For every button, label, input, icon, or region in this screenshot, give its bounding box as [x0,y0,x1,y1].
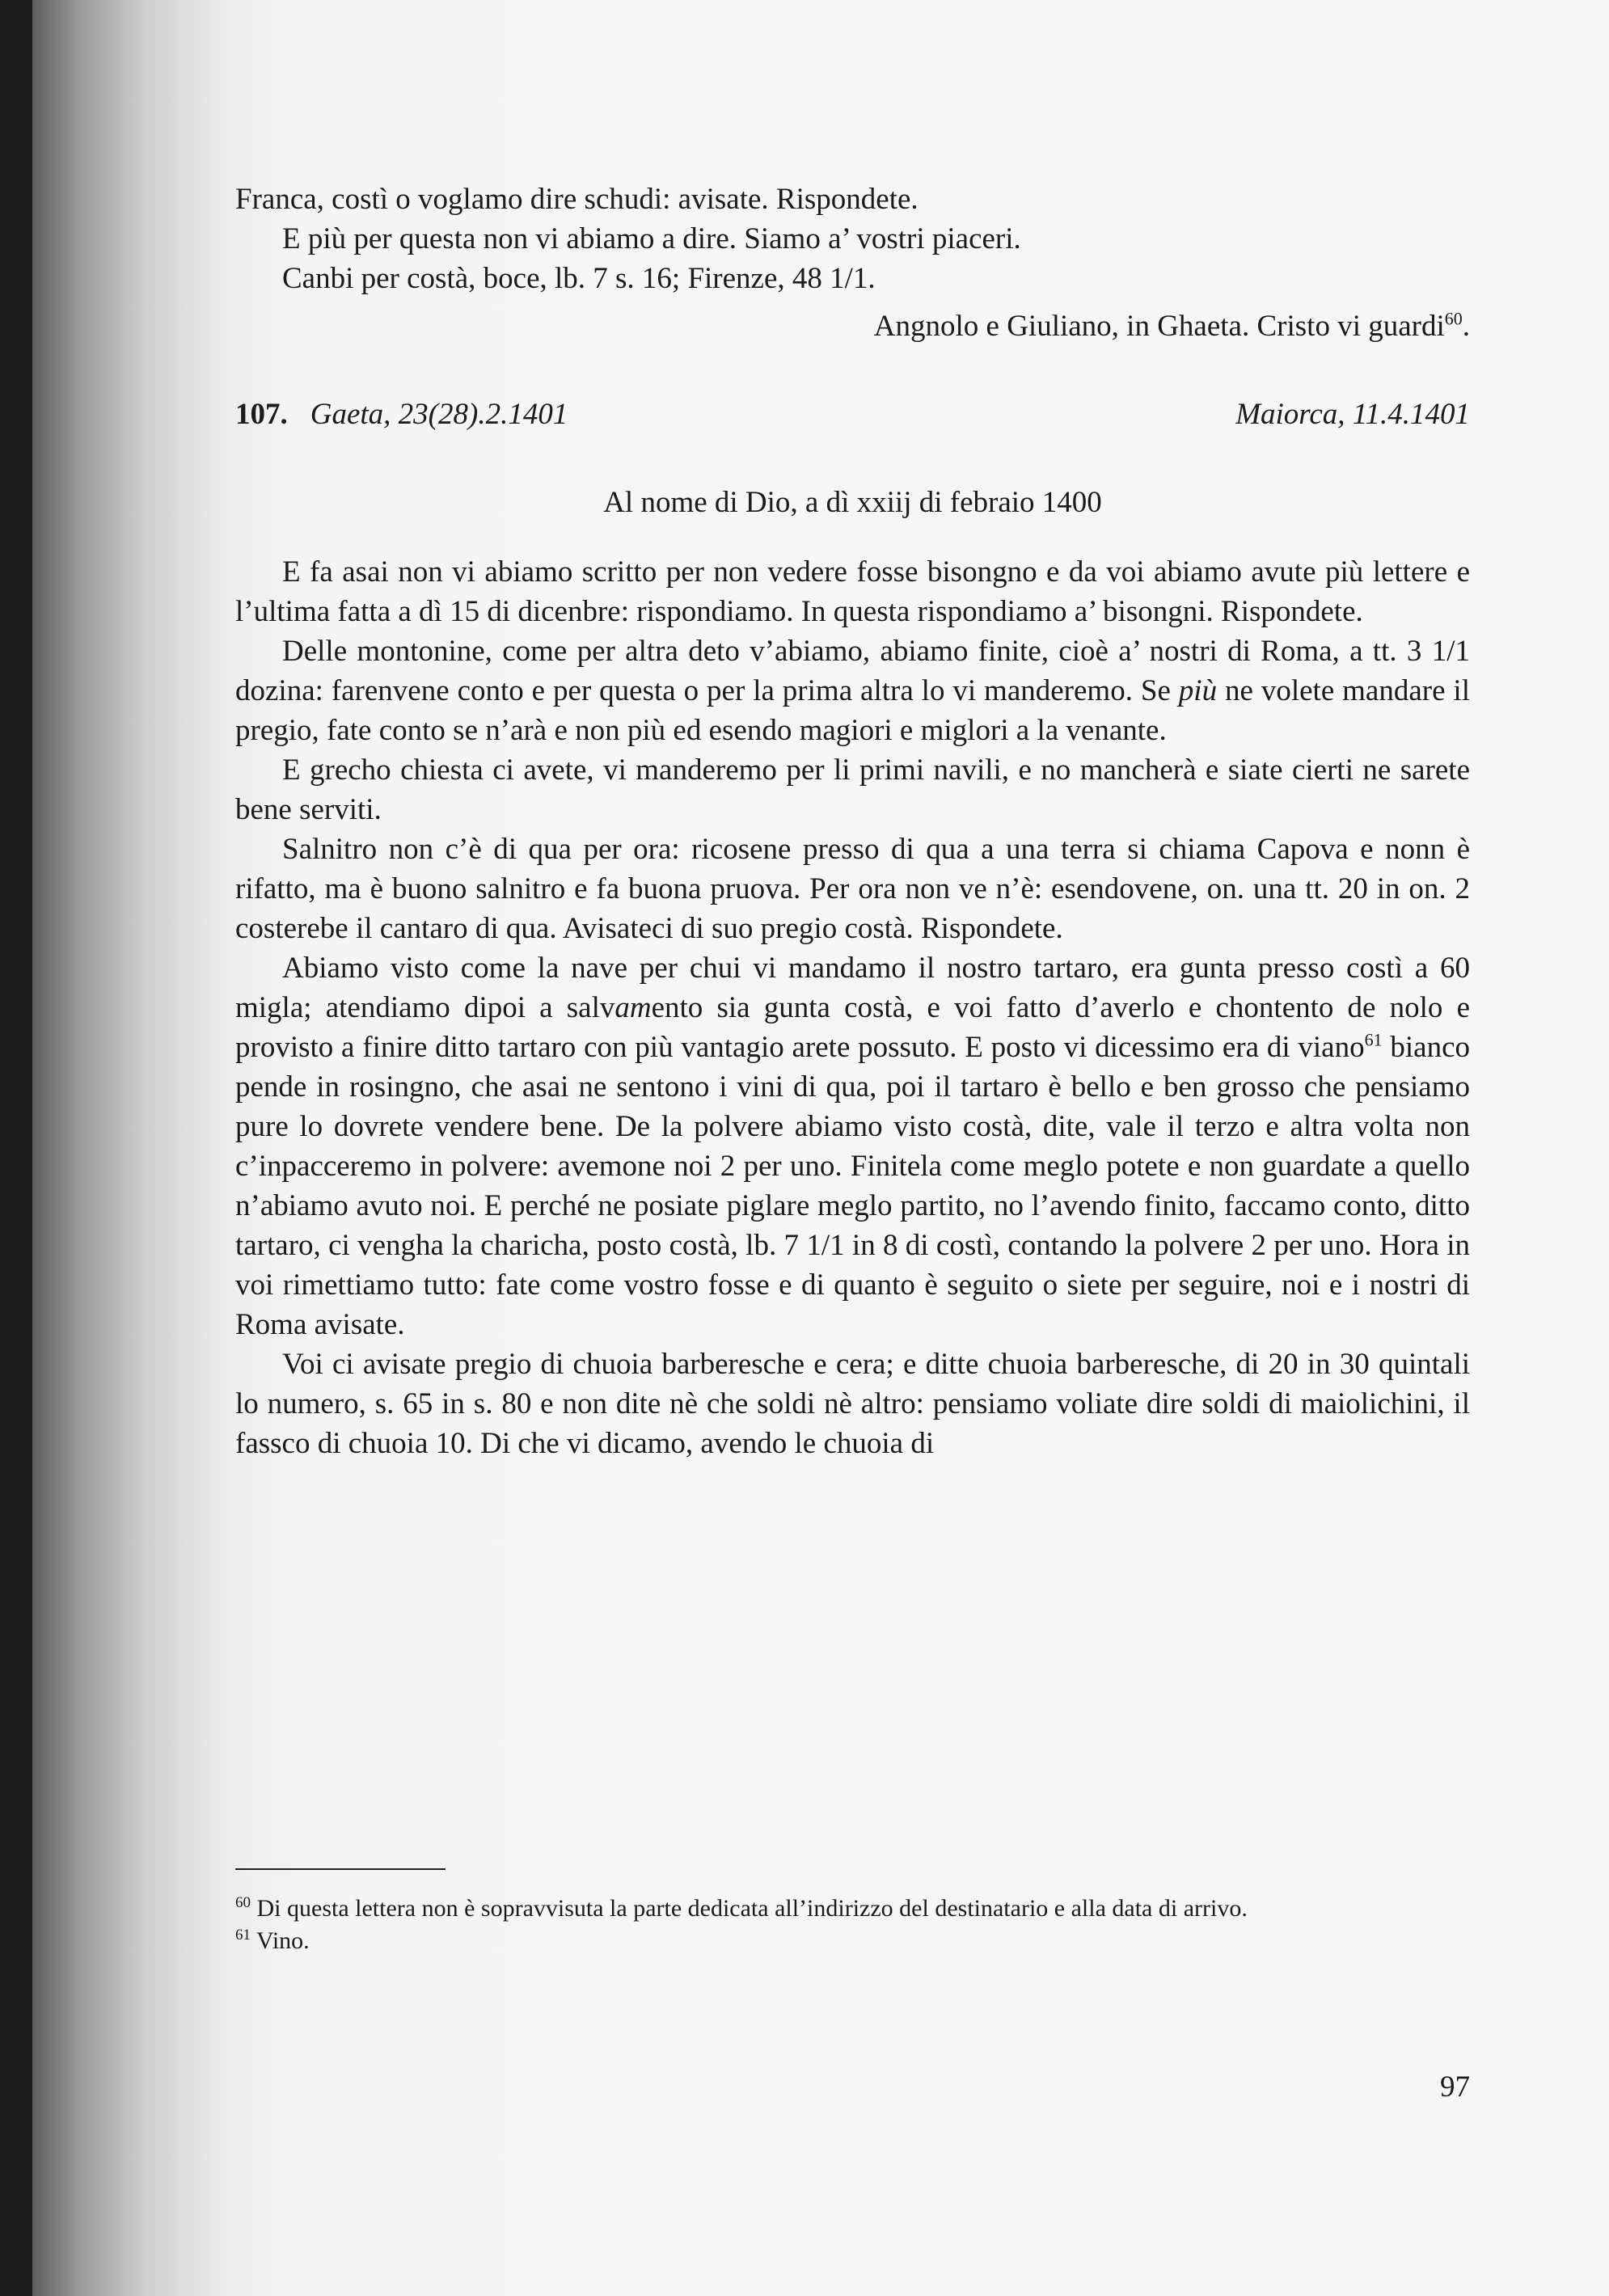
prev-letter-line: Franca, costì o voglamo dire schudi: avisate. Rispondete. [235,183,919,216]
letter-salutation: Al nome di Dio, a dì xxiij di febraio 1400 [603,486,1102,519]
book-page [32,0,1609,2296]
letter-paragraph: Voi ci avisate pregio di chuoia barberesche e cera; e ditte chuoia barberesche, di 20 in 30 quintali lo numero, s. 65 in s. 80 e non dite nè che soldi nè altro: pensiamo voliate dire soldi di maiolichini, il fassco di chuoia 10. Di che vi dicamo, avendo le chuoia di [235,1348,1470,1460]
letter-paragraph: Salnitro non c’è di qua per ora: ricosene presso di qua a una terra si chiama Capova e nonn è rifatto, ma è buono salnitro e fa buona pruova. Per ora non ve n’è: esendovene, on. una tt. 20 in on. 2 costerebe il cantaro di qua. Avisateci di suo pregio costà. Rispondete. [235,833,1470,945]
page-body [235,179,1470,1463]
footnote: $^{61}$ Vino. [235,1927,310,1954]
signature-text: Angnolo e Giuliano, in Ghaeta. Cristo vi guardi [873,310,1445,343]
page-number: 97 [1440,2070,1470,2104]
prev-letter-line: Canbi per costà, boce, lb. 7 s. 16; Firenze, 48 1/1. [282,262,876,295]
letter-origin: Gaeta, 23(28).2.1401 [310,398,568,431]
letter-paragraph: Delle montonine, come per altra deto v’abiamo, abiamo finite, cioè a’ nostri di Roma, a tt. 3 1/1 dozina: farenvene conto e per questa o per la prima altra lo vi manderemo. Se più ne volete mandare il pregio, fate conto se n’arà e non più ed esendo magiori e miglori a la venante. [235,635,1470,747]
footnote-divider [235,1868,446,1870]
footnote-ref-61: 61 [1364,1029,1383,1050]
letter-paragraph: E grecho chiesta ci avete, vi manderemo per li primi navili, e no mancherà e siate cierti ne sarete bene serviti. [235,753,1470,826]
footnote: $^{60}$ Di questa lettera non è sopravvisuta la parte dedicata all’indirizzo del destinatario e alla data di arrivo. [235,1894,1248,1922]
footnotes [235,1868,1470,1957]
letter-paragraph: Abiamo visto come la nave per chui vi mandamo il nostro tartaro, era gunta presso costì a 60 migla; atendiamo dipoi a salvamento sia gunta costà, e voi fatto d’averlo e chontento de nolo e provisto a finire ditto tartaro con più vantagio arete possuto. E posto vi dicessimo era di viano$^{61}$ bianco pende in rosingno, che asai ne sentono i vini di qua, poi il tartaro è bello e ben grosso che pensiamo pure lo dovrete vendere bene. De la polvere abiamo visto costà, dite, vale il terzo e altra volta non c’inpacceremo in polvere: avemone noi 2 per uno. Finitela come meglo potete e non guardate a quello n’abiamo avuto noi. E perché ne posiate piglare meglo partito, no l’avendo finito, faccamo conto, ditto tartaro, ci vengha la charicha, posto costà, lb. 7 1/1 in 8 di costì, contando la polvere 2 per uno. Hora in voi rimettiamo tutto: fate come vostro fosse e di quanto è seguito o siete per seguire, noi e i nostri di Roma avisate. [235,952,1470,1341]
letter-destination: Maiorca, 11.4.1401 [1235,398,1470,431]
letter-paragraph: E fa asai non vi abiamo scritto per non vedere fosse bisongno e da voi abiamo avute più lettere e l’ultima fatta a dì 15 di dicenbre: rispondiamo. In questa rispondiamo a’ bisongni. Rispondete. [235,555,1470,628]
footnote-ref-60: 60 [1444,308,1463,329]
prev-letter-signature: Angnolo e Giuliano, in Ghaeta. Cristo vi guardi$^{60}$. [873,308,1470,343]
letter-number: 107. [235,398,288,431]
prev-letter-line: E più per questa non vi abiamo a dire. Siamo a’ vostri piaceri. [282,222,1021,255]
letter-header [235,395,1470,434]
